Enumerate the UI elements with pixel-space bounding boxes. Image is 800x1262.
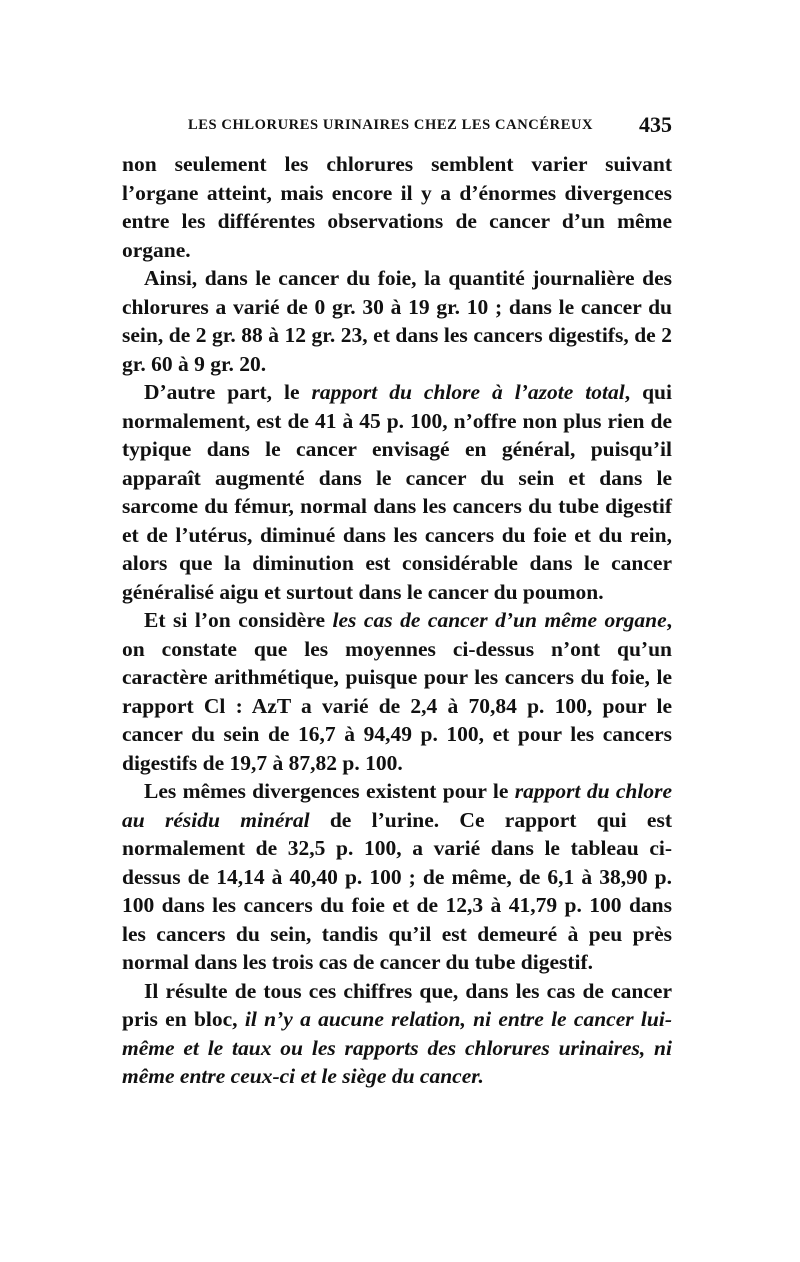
paragraph-5-italic: rapport du chlore au résidu minéral [122, 779, 672, 832]
paragraph-3-text-a: D’autre part, le [144, 380, 312, 404]
paragraph-6 [122, 977, 672, 1091]
paragraph-4-text-a: Et si l’on considère [144, 608, 333, 632]
paragraph-5-text-b: de l’urine. Ce rapport qui est normalement de 32,5 p. 100, a varié dans le tableau ci-dessus de 14,14 à 40,40 p. 100 ; de même, de 6,1 à 38,90 p. 100 dans les cancers du foie et de 12,3 à 41,79 p. 100 dans les cancers du sein, tandis qu’il est demeuré à peu près normal dans les trois cas de cancer du tube digestif. [122, 807, 672, 974]
paragraph-4 [122, 606, 672, 777]
page-number: 435 [639, 112, 672, 137]
body-text [122, 150, 672, 1091]
paragraph-2-text: Ainsi, dans le cancer du foie, la quantité journalière des chlorures a varié de 0 gr. 30 à 19 gr. 10 ; dans le cancer du sein, de 2 gr. 88 à 12 gr. 23, et dans les cancers digestifs, de 2 gr. 60 à 9 gr. 20. [122, 266, 672, 376]
paragraph-5 [122, 777, 672, 977]
paragraph-3 [122, 378, 672, 606]
paragraph-4-text-b: , on constate que les moyennes ci-dessus n’ont qu’un caractère arithmétique, puisque pour les cancers du foie, le rapport Cl : AzT a varié de 2,4 à 70,84 p. 100, pour le cancer du sein de 16,7 à 94,49 p. 100, et pour les cancers digestifs de 19,7 à 87,82 p. 100. [122, 608, 673, 775]
page-header [122, 112, 682, 142]
paragraph-4-italic: les cas de cancer d’un même organe [332, 608, 667, 632]
paragraph-1-text: non seulement les chlorures semblent varier suivant l’organe atteint, mais encore il y a d’énormes divergences entre les différentes observations de cancer d’un même organe. [122, 152, 672, 262]
running-title: LES CHLORURES URINAIRES CHEZ LES CANCÉREUX [188, 117, 594, 133]
paragraph-3-italic: rapport du chlore à l’azote total [311, 380, 625, 404]
paragraph-5-text-a: Les mêmes divergences existent pour le [144, 779, 515, 803]
paragraph-6-italic: il n’y a aucune relation, ni entre le cancer lui-même et le taux ou les rapports des chlorures urinaires, ni même entre ceux-ci et le siège du cancer. [122, 1007, 672, 1088]
paragraph-3-text-b: , qui normalement, est de 41 à 45 p. 100, n’offre non plus rien de typique dans le cancer envisagé en général, puisqu’il apparaît augmenté dans le cancer du sein et dans le sarcome du fémur, normal dans les cancers du tube digestif et de l’utérus, diminué dans les cancers du foie et du rein, alors que la diminution est considérable dans le cancer généralisé aigu et surtout dans le cancer du poumon. [122, 380, 672, 604]
paragraph-2 [122, 264, 672, 378]
paragraph-6-text-a: Il résulte de tous ces chiffres que, dans les cas de cancer pris en bloc, [122, 978, 672, 1031]
paragraph-1 [122, 150, 672, 264]
